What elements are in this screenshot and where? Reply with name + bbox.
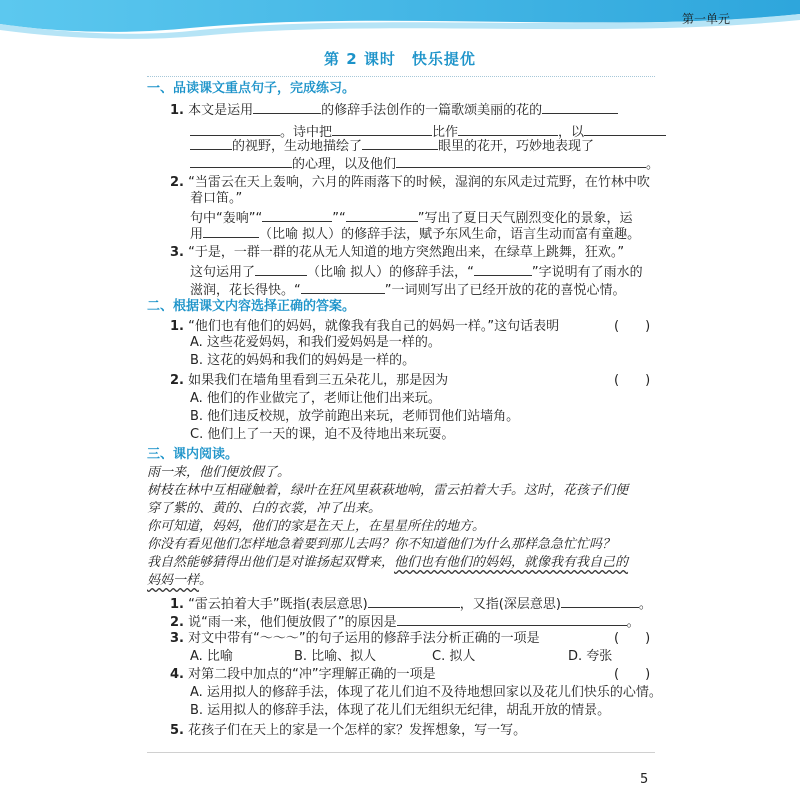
- answer-blank[interactable]: [262, 208, 332, 222]
- lesson-title: 第 2 课时 快乐提优: [324, 50, 476, 68]
- wavy-mark: ～～～: [259, 631, 299, 646]
- q2-1-option-a[interactable]: A. 这些花爱妈妈，和我们爱妈妈是一样的。: [190, 335, 441, 350]
- answer-blank[interactable]: [542, 100, 618, 114]
- answer-blank[interactable]: [584, 122, 666, 136]
- answer-paren[interactable]: ( ): [614, 631, 651, 646]
- q1-2-line2: 着口笛。”: [190, 191, 243, 206]
- section-3-heading: 三、课内阅读。: [147, 447, 239, 462]
- wave-decoration: [0, 0, 800, 40]
- answer-paren[interactable]: ( ): [614, 319, 651, 334]
- reading-para-2-line1: 树枝在林中互相碰触着，绿叶在狂风里萩萩地响，雷云拍着大手。这时，花孩子们便: [147, 483, 629, 498]
- reading-para-1: 雨一来，他们便放假了。: [147, 465, 291, 480]
- q3-3-option-a[interactable]: A. 比喻: [190, 649, 233, 664]
- q2-2-option-b[interactable]: B. 他们违反校规，放学前跑出来玩，老师罚他们站墙角。: [190, 409, 520, 424]
- answer-blank[interactable]: [203, 224, 259, 238]
- answer-blank[interactable]: [190, 136, 232, 150]
- answer-blank[interactable]: [190, 154, 292, 168]
- answer-blank[interactable]: [346, 208, 418, 222]
- q2-2-stem: 2. 如果我们在墙角里看到三五朵花儿，那是因为: [170, 373, 449, 388]
- answer-blank[interactable]: [190, 122, 280, 136]
- answer-blank[interactable]: [301, 280, 385, 294]
- q3-3-option-c[interactable]: C. 拟人: [432, 649, 476, 664]
- q1-2-line3: 句中“轰响”“ ”“ ”写出了夏日天气剧烈变化的景象，运: [190, 208, 632, 228]
- emphasized-char: 冲: [316, 501, 330, 516]
- q2-2-option-c[interactable]: C. 他们上了一天的课，迫不及待地出来玩耍。: [190, 427, 455, 442]
- wavy-underlined-text: 他们也有他们的妈妈，就像我有我自己的: [394, 555, 629, 570]
- answer-blank[interactable]: [253, 100, 321, 114]
- wavy-underlined-text: 妈妈一样: [147, 573, 200, 588]
- q3-2: 2. 说“雨一来，他们便放假了”的原因是 。: [170, 612, 640, 632]
- q1-3-line1: 3. “于是，一群一群的花从无人知道的地方突然跑出来，在绿草上跳舞，狂欢。”: [170, 245, 625, 260]
- answer-blank[interactable]: [255, 262, 307, 276]
- q1-1-line2: 。诗中把 比作 ，以: [190, 122, 666, 142]
- q1-1-line3: 的视野，生动地描绘了 眼里的花开，巧妙地表现了: [190, 136, 594, 156]
- q1-3-line2: 这句运用了 （比喻 拟人）的修辞手法，“ ”字说明有了雨水的: [190, 262, 643, 282]
- q1-2-line1: 2. “当雷云在天上轰响，六月的阵雨落下的时候，湿润的东风走过荒野，在竹林中吹: [170, 175, 650, 190]
- q2-1-option-b[interactable]: B. 这花的妈妈和我们的妈妈是一样的。: [190, 353, 416, 368]
- q3-4-option-b[interactable]: B. 运用拟人的修辞手法，体现了花儿们无组织无纪律，胡乱开放的情景。: [190, 703, 611, 718]
- q1-1-line4: 的心理，以及他们 。: [190, 154, 659, 174]
- q3-3-option-b[interactable]: B. 比喻、拟人: [294, 649, 377, 664]
- section-2-heading: 二、根据课文内容选择正确的答案。: [147, 299, 356, 314]
- answer-blank[interactable]: [368, 594, 460, 608]
- q3-3-option-d[interactable]: D. 夸张: [568, 649, 613, 664]
- q2-1-stem: 1. “他们也有他们的妈妈，就像我有我自己的妈妈一样。”这句话表明: [170, 319, 560, 334]
- answer-blank[interactable]: [561, 594, 639, 608]
- q3-1: 1. “雷云拍着大手”既指(表层意思) ，又指(深层意思) 。: [170, 594, 652, 614]
- answer-blank[interactable]: [397, 612, 627, 626]
- answer-blank[interactable]: [362, 136, 438, 150]
- answer-line[interactable]: [147, 752, 655, 753]
- answer-blank[interactable]: [332, 122, 432, 136]
- answer-paren[interactable]: ( ): [614, 373, 651, 388]
- title-divider: [147, 76, 655, 77]
- reading-para-5-line1: 我自然能够猜得出他们是对谁扬起双臂来，他们也有他们的妈妈，就像我有我自己的: [147, 555, 629, 570]
- q3-3-stem: 3. 对文中带有“～～～”的句子运用的修辞手法分析正确的一项是: [170, 631, 540, 646]
- reading-para-2-line2: 穿了紫的、黄的、白的衣裳，冲了出来。: [147, 501, 382, 516]
- answer-blank[interactable]: [474, 262, 532, 276]
- answer-blank[interactable]: [396, 154, 646, 168]
- q1-2-line4: 用 （比喻 拟人）的修辞手法，赋予东风生命，语言生动而富有童趣。: [190, 224, 640, 244]
- q3-4-stem: 4. 对第二段中加点的“冲”字理解正确的一项是: [170, 667, 436, 682]
- q3-4-option-a[interactable]: A. 运用拟人的修辞手法，体现了花儿们迫不及待地想回家以及花儿们快乐的心情。: [190, 685, 662, 700]
- page-number: 5: [640, 772, 649, 787]
- q2-2-option-a[interactable]: A. 他们的作业做完了，老师让他们出来玩。: [190, 391, 441, 406]
- q1-3-line3: 滋润，花长得快。“ ”一词则写出了已经开放的花的喜悦心情。: [190, 280, 626, 300]
- answer-paren[interactable]: ( ): [614, 667, 651, 682]
- section-1-heading: 一、品读课文重点句子，完成练习。: [147, 81, 356, 96]
- q3-5: 5. 花孩子们在天上的家是一个怎样的家？发挥想象，写一写。: [170, 723, 527, 738]
- answer-blank[interactable]: [458, 122, 558, 136]
- q1-1-line1: 1. 本文是运用 的修辞手法创作的一篇歌颂美丽的花的: [170, 100, 618, 120]
- unit-label: 第一单元: [681, 12, 730, 26]
- reading-para-5-line2: 妈妈一样。: [147, 573, 213, 588]
- reading-para-3: 你可知道，妈妈，他们的家是在天上，在星星所住的地方。: [147, 519, 486, 534]
- header-banner: [0, 0, 800, 40]
- reading-para-4: 你没有看见他们怎样地急着要到那儿去吗？你不知道他们为什么那样急急忙忙吗？: [147, 537, 616, 552]
